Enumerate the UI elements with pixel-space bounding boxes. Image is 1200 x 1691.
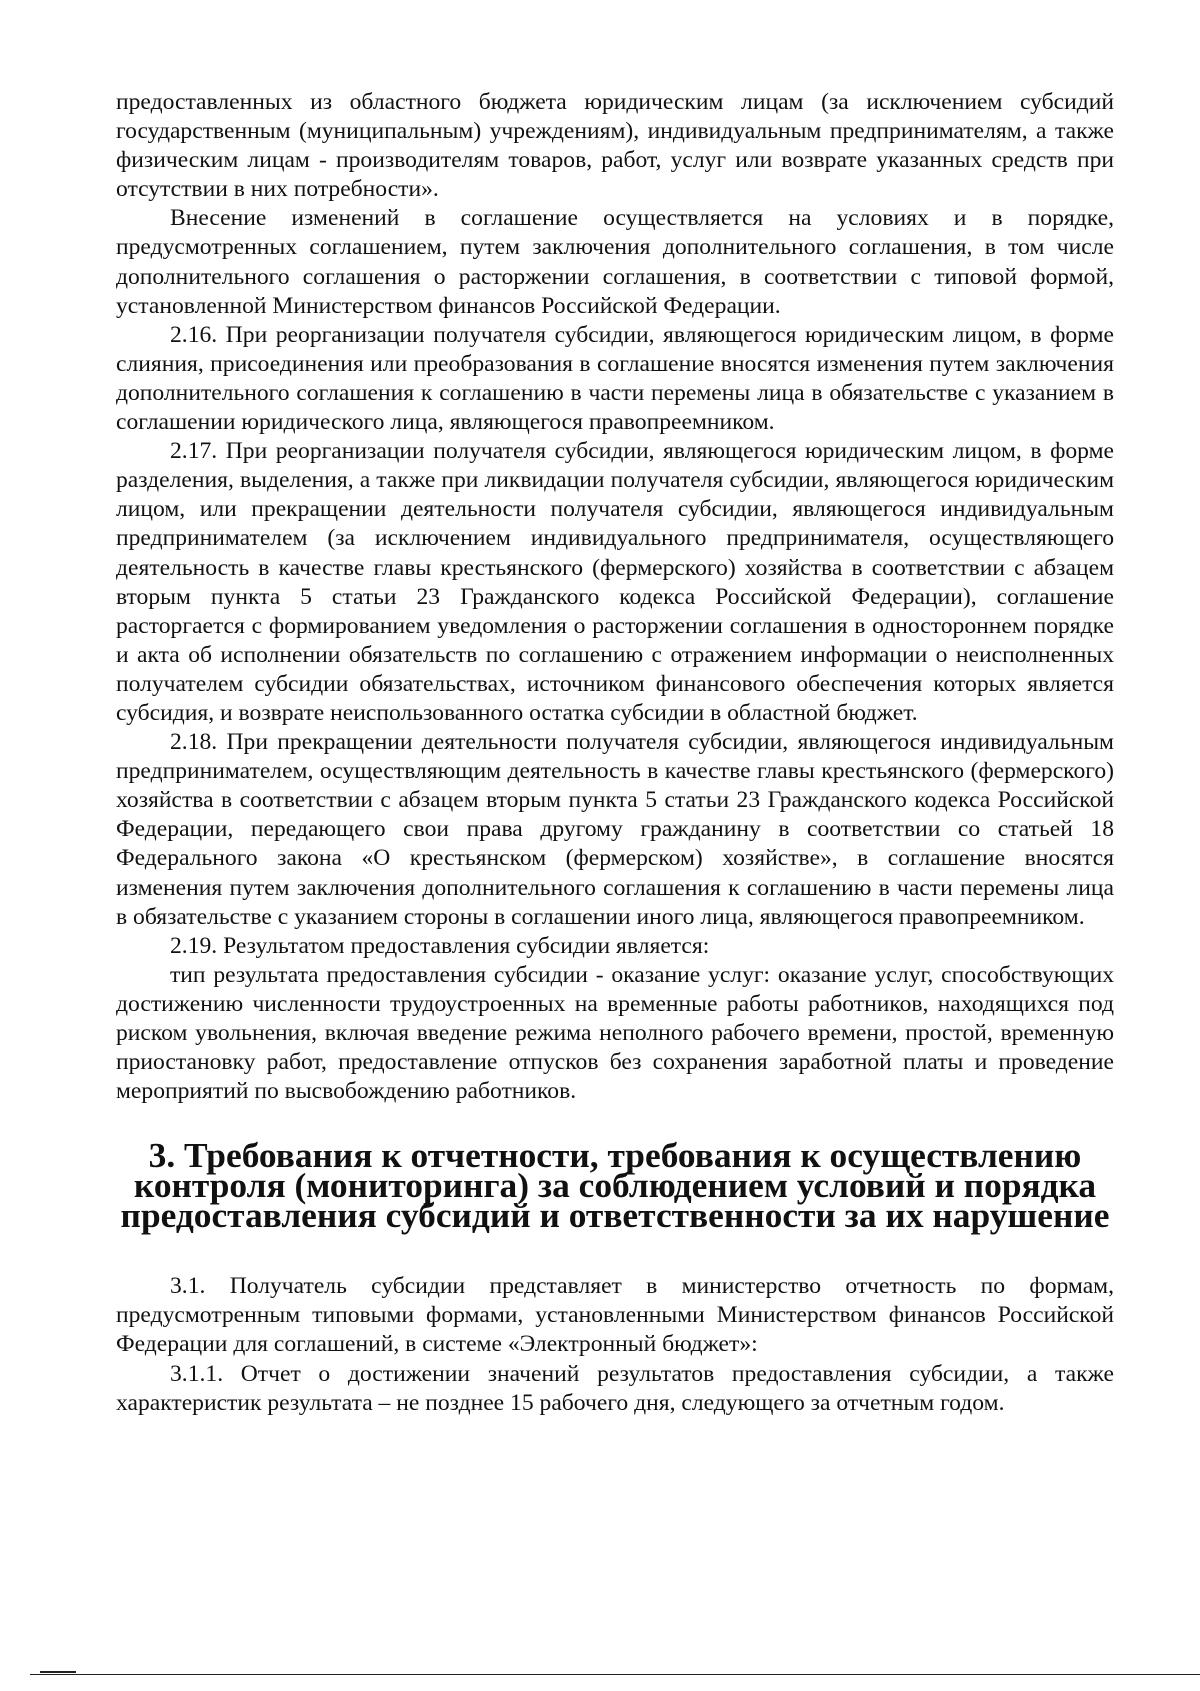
- page-bottom-mark: [40, 1671, 76, 1673]
- paragraph-2-19: 2.19. Результатом предоставления субсидии является:: [170, 932, 710, 959]
- paragraph-3-1: 3.1. Получатель субсидии представляет в министерство отчетность по формам, предусмотренным типовыми формами, установленными Министерством финансов Российской Федерации для соглашений, в системе «Электронный бюджет»:: [116, 1273, 1114, 1358]
- section-3-heading: [116, 1135, 1114, 1236]
- heading-line: контроля (мониторинга) за соблюдением условий и порядка: [133, 1165, 1097, 1206]
- heading-line: предоставления субсидий и ответственности за их нарушение: [120, 1195, 1110, 1236]
- paragraph-result-type: тип результата предоставления субсидии - оказание услуг: оказание услуг, способствующих достижению численности трудоустроенных на временные работы работников, находящихся под риском увольнения, включая введение режима неполного рабочего времени, простой, временную приостановку работ, предоставление отпусков без сохранения заработной платы и проведение мероприятий по высвобождению работников.: [116, 961, 1114, 1105]
- paragraph-3-1-1: 3.1.1. Отчет о достижении значений результатов предоставления субсидии, а также характеристик результата – не позднее 15 рабочего дня, следующего за отчетным годом.: [116, 1360, 1114, 1416]
- document-page: [116, 88, 1114, 1418]
- paragraph-continuation: предоставленных из областного бюджета юридическим лицам (за исключением субсидий государственным (муниципальным) учреждениям), индивидуальным предпринимателям, а также физическим лицам - производителям товаров, работ, услуг или возврате указанных средств при отсутствии в них потребности».: [116, 89, 1114, 203]
- paragraph-2-18: 2.18. При прекращении деятельности получателя субсидии, являющегося индивидуальным предпринимателем, осуществляющим деятельность в качестве главы крестьянского (фермерского) хозяйства в соответствии с абзацем вторым пункта 5 статьи 23 Гражданского кодекса Российской Федерации, передающего свои права другому гражданину в соответствии со статьей 18 Федерального закона «О крестьянском (фермерском) хозяйстве», в соглашение вносятся изменения путем заключения дополнительного соглашения к соглашению в части перемены лица в обязательстве с указанием стороны в соглашении иного лица, являющегося правопреемником.: [116, 729, 1114, 930]
- page-bottom-rule: [30, 1674, 1200, 1675]
- paragraph-amendments: Внесение изменений в соглашение осуществляется на условиях и в порядке, предусмотренных соглашением, путем заключения дополнительного соглашения, в том числе дополнительного соглашения о расторжении соглашения, в соответствии с типовой формой, установленной Министерством финансов Российской Федерации.: [116, 205, 1114, 319]
- heading-line: 3. Требования к отчетности, требования к осуществлению: [148, 1135, 1082, 1176]
- paragraph-2-16: 2.16. При реорганизации получателя субсидии, являющегося юридическим лицом, в форме слияния, присоединения или преобразования в соглашение вносятся изменения путем заключения дополнительного соглашения к соглашению в части перемены лица в обязательстве с указанием в соглашении юридического лица, являющегося правопреемником.: [116, 321, 1114, 436]
- paragraph-2-17: 2.17. При реорганизации получателя субсидии, являющегося юридическим лицом, в форме разделения, выделения, а также при ликвидации получателя субсидии, являющегося юридическим лицом, или прекращении деятельности получателя субсидии, являющегося индивидуальным предпринимателем (за исключением индивидуального предпринимателя, осуществляющего деятельность в качестве главы крестьянского (фермерского) хозяйства в соответствии с абзацем вторым пункта 5 статьи 23 Гражданского кодекса Российской Федерации), соглашение расторгается с формированием уведомления о расторжении соглашения в одностороннем порядке и акта об исполнении обязательств по соглашению с отражением информации о неисполненных получателем субсидии обязательствах, источником финансового обеспечения которых является субсидия, и возврате неиспользованного остатка субсидии в областной бюджет.: [116, 438, 1114, 726]
